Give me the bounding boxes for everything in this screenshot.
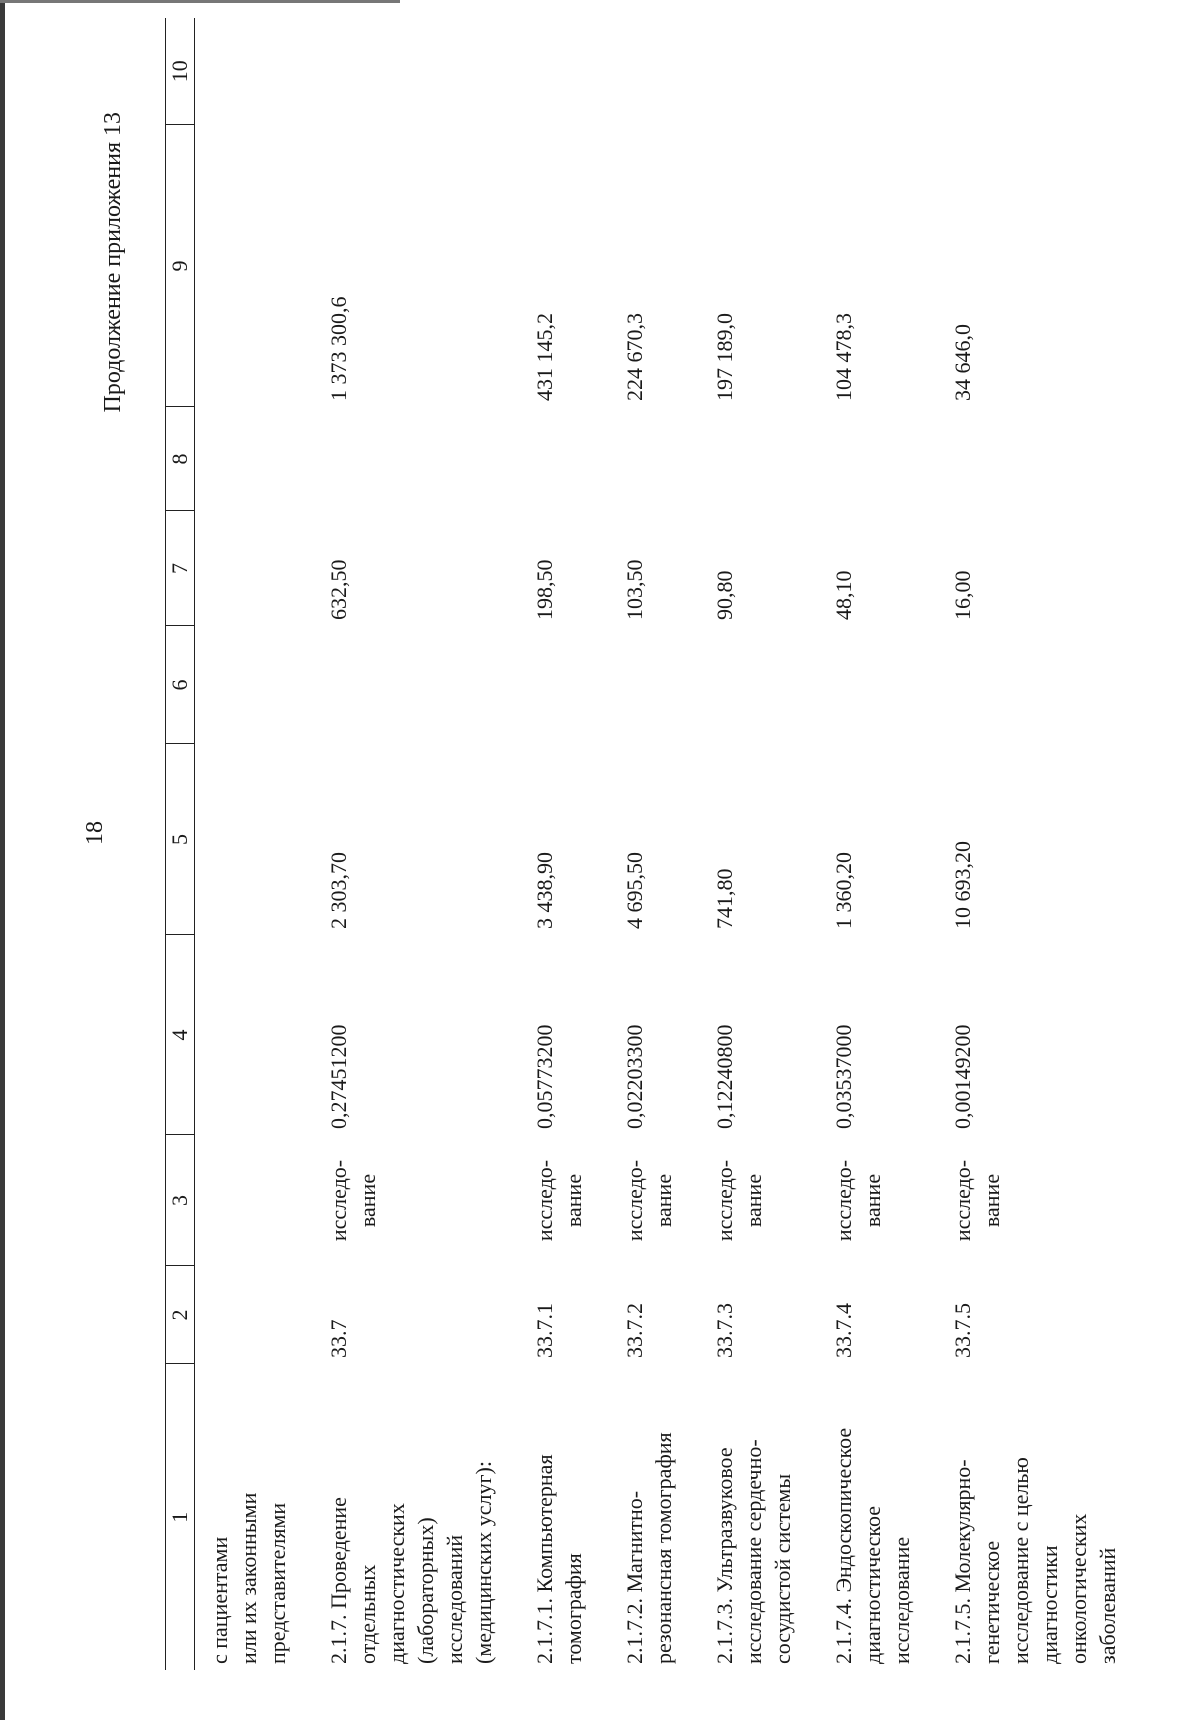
column-header: 1 [166,1364,195,1670]
table-row [610,18,700,1670]
col9-value: 224 670,3 [622,313,647,401]
col4-value: 0,12240800 [712,1024,737,1129]
col5-value: 1 360,20 [831,852,856,929]
item-name: 2.1.7.2. Магнитно- резонансная томография [622,1432,676,1664]
table-row [520,18,610,1670]
row-code [195,1266,315,1364]
col6-value [314,626,520,744]
col4-value: 0,27451200 [326,1024,351,1129]
col4-value: 0,05773200 [532,1024,557,1129]
col10-value [520,18,610,125]
col10-value [700,18,819,125]
col10-value [314,18,520,125]
row-code: 33.7.3 [712,1303,737,1358]
col8-value [938,407,1144,511]
table-row [819,18,938,1670]
item-name: 2.1.7.3. Ультразвуковое исследование сердечно- сосудистой системы [712,1439,795,1664]
col4-value: 0,00149200 [950,1024,975,1129]
col7-value: 90,80 [712,570,737,620]
unit-of-measure: исследо- вание [831,1159,885,1242]
item-name: 2.1.7.1. Компьютерная томография [532,1454,586,1664]
col8-value [195,407,315,511]
col4-value [195,935,315,1135]
col6-value [819,626,938,744]
col6-value [700,626,819,744]
col6-value [610,626,700,744]
col5-value: 4 695,50 [622,852,647,929]
unit-of-measure: исследо- вание [950,1159,1004,1242]
col10-value [610,18,700,125]
item-name: 2.1.7. Проведение отдельных диагностических (лабораторных) исследований (медицинских услуг): [326,1461,496,1664]
col8-value [314,407,520,511]
column-header: 6 [166,626,195,744]
appendix-caption: Продолжение приложения 13 [100,112,126,413]
unit-of-measure [195,1135,315,1266]
column-header: 2 [166,1266,195,1364]
column-number-row [166,18,195,1670]
col8-value [819,407,938,511]
col5-value: 10 693,20 [950,841,975,929]
column-header: 5 [166,744,195,935]
col5-value: 741,80 [712,868,737,929]
col7-value: 103,50 [622,559,647,620]
table-row [938,18,1144,1670]
item-name: 2.1.7.5. Молекулярно- генетическое исследование с целью диагностики онкологических заболеваний [950,1457,1120,1664]
col5-value: 3 438,90 [532,852,557,929]
row-code: 33.7.4 [831,1303,856,1358]
col8-value [700,407,819,511]
row-code: 33.7.2 [622,1303,647,1358]
data-table [165,18,1144,1670]
col7-value: 198,50 [532,559,557,620]
table-body [195,18,1145,1670]
col9-value: 431 145,2 [532,313,557,401]
page-number: 18 [82,821,108,845]
col4-value: 0,03537000 [831,1024,856,1129]
column-header: 9 [166,125,195,407]
col10-value [819,18,938,125]
table-row [195,18,315,1670]
table-row [700,18,819,1670]
unit-of-measure: исследо- вание [326,1159,380,1242]
col7-value [195,511,315,626]
column-header: 4 [166,935,195,1135]
col5-value: 2 303,70 [326,852,351,929]
row-code: 33.7.5 [950,1303,975,1358]
col7-value: 632,50 [326,559,351,620]
col10-value [195,18,315,125]
unit-of-measure: исследо- вание [622,1159,676,1242]
column-header: 8 [166,407,195,511]
row-code: 33.7 [326,1319,351,1358]
col8-value [610,407,700,511]
col6-value [520,626,610,744]
col5-value [195,744,315,935]
col6-value [195,626,315,744]
col4-value: 0,02203300 [622,1024,647,1129]
col7-value: 16,00 [950,570,975,620]
col10-value [938,18,1144,125]
col8-value [520,407,610,511]
unit-of-measure: исследо- вание [712,1159,766,1242]
row-code: 33.7.1 [532,1303,557,1358]
item-name: с пациентами или их законными представителями [207,1492,290,1664]
col9-value: 104 478,3 [831,313,856,401]
column-header: 7 [166,511,195,626]
col9-value: 197 189,0 [712,313,737,401]
col6-value [938,626,1144,744]
unit-of-measure: исследо- вание [532,1159,586,1242]
table-row [314,18,520,1670]
col9-value: 34 646,0 [950,324,975,401]
col9-value [195,125,315,407]
item-name: 2.1.7.4. Эндоскопическое диагностическое исследование [831,1427,914,1664]
col9-value: 1 373 300,6 [326,296,351,401]
column-header: 3 [166,1135,195,1266]
col7-value: 48,10 [831,570,856,620]
column-header: 10 [166,18,195,125]
